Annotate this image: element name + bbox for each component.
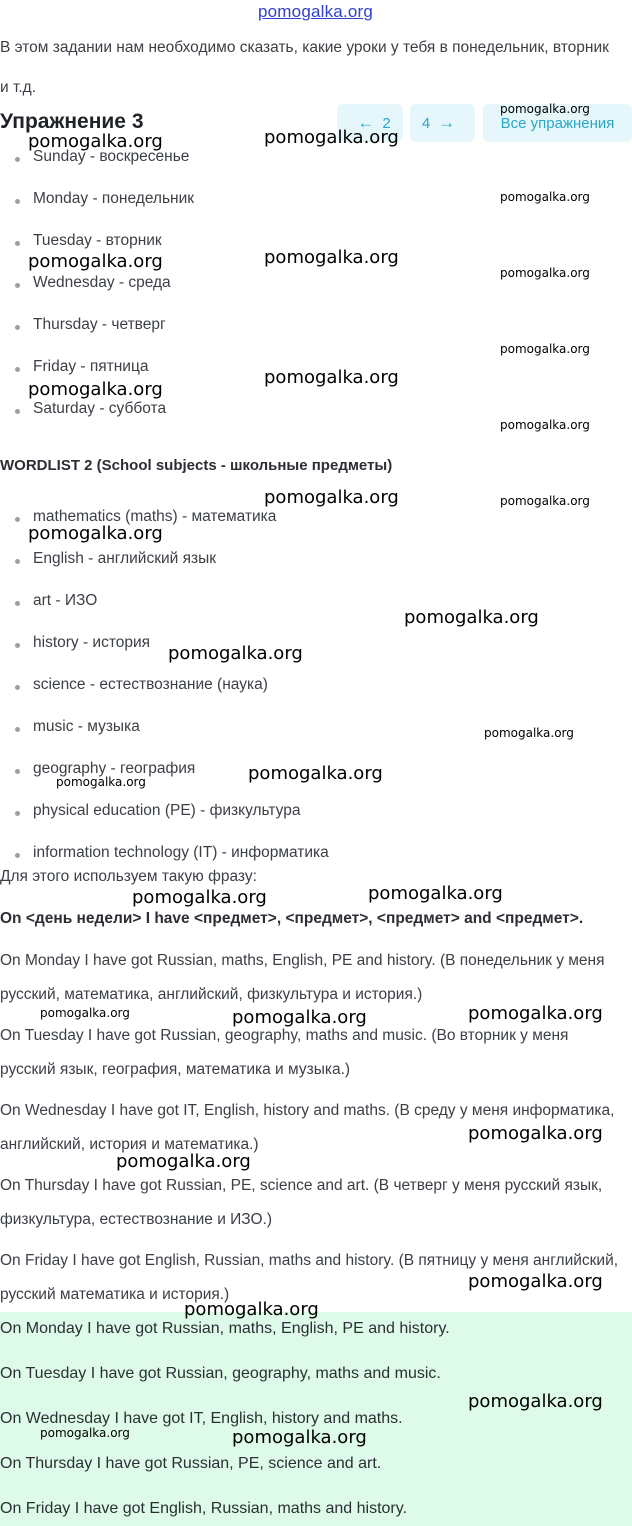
- phrase-formula: On <день недели> I have <предмет>, <предмет>, <предмет> and <предмет>.: [0, 910, 584, 927]
- bullet-icon: [15, 601, 20, 606]
- bullet-icon: [15, 685, 20, 690]
- bullet-icon: [15, 409, 20, 414]
- next-exercise-number: 4: [421, 114, 431, 132]
- watermark: pomogalka.org: [484, 726, 574, 740]
- phrase-intro: Для этого используем такую фразу:: [0, 868, 257, 885]
- watermark: pomogalka.org: [232, 1007, 367, 1028]
- arrow-right-icon: →: [438, 113, 456, 132]
- watermark: pomogalka.org: [468, 1123, 603, 1144]
- site-link[interactable]: pomogalka.org: [258, 2, 374, 21]
- example-paragraph: On Tuesday I have got Russian, geography, maths and music. (Во вторник у меня русский язык, география, математика и музыка.): [0, 1027, 569, 1078]
- watermark: pomogalka.org: [184, 1299, 319, 1320]
- exercise-title: Упражнение 3: [0, 110, 144, 133]
- watermark: pomogalka.org: [500, 102, 590, 116]
- watermark: pomogalka.org: [28, 379, 163, 400]
- answer-line: On Monday I have got Russian, maths, English, PE and history.: [0, 1320, 450, 1337]
- watermark: pomogalka.org: [132, 887, 267, 908]
- watermark: pomogalka.org: [500, 494, 590, 508]
- bullet-icon: [15, 157, 20, 162]
- wordlist-title: WORDLIST 2 (School subjects - школьные предметы): [0, 457, 393, 474]
- example-paragraph: On Friday I have got English, Russian, maths and history. (В пятницу у меня английский, русский математика и история.): [0, 1252, 619, 1303]
- watermark: pomogalka.org: [28, 251, 163, 272]
- watermark: pomogalka.org: [28, 131, 163, 152]
- watermark: pomogalka.org: [468, 1391, 603, 1412]
- watermark: pomogalka.org: [264, 247, 399, 268]
- bullet-icon: [15, 643, 20, 648]
- watermark: pomogalka.org: [404, 607, 539, 628]
- watermark: pomogalka.org: [500, 418, 590, 432]
- watermark: pomogalka.org: [40, 1426, 130, 1440]
- bullet-icon: [15, 727, 20, 732]
- watermark: pomogalka.org: [116, 1151, 251, 1172]
- answer-line: On Friday I have got English, Russian, maths and history.: [0, 1500, 408, 1517]
- watermark: pomogalka.org: [264, 487, 399, 508]
- watermark: pomogalka.org: [232, 1427, 367, 1448]
- bullet-icon: [15, 199, 20, 204]
- watermark: pomogalka.org: [40, 1006, 130, 1020]
- example-paragraph: On Thursday I have got Russian, PE, science and art. (В четверг у меня русский язык, физкультура, естествознание и ИЗО.): [0, 1177, 603, 1228]
- next-exercise-button[interactable]: [410, 104, 475, 142]
- watermark: pomogalka.org: [248, 763, 383, 784]
- bullet-icon: [15, 559, 20, 564]
- answer-box: [0, 1312, 632, 1526]
- bullet-icon: [15, 517, 20, 522]
- watermark: pomogalka.org: [264, 127, 399, 148]
- watermark: pomogalka.org: [56, 775, 146, 789]
- watermark: pomogalka.org: [468, 1003, 603, 1024]
- all-exercises-button[interactable]: Все упражнения: [483, 104, 632, 142]
- answer-line: On Tuesday I have got Russian, geography, maths and music.: [0, 1365, 441, 1382]
- arrow-left-icon: ←: [357, 113, 375, 132]
- bullet-icon: [15, 853, 20, 858]
- watermark: pomogalka.org: [500, 190, 590, 204]
- watermark: pomogalka.org: [264, 367, 399, 388]
- intro-text: В этом задании нам необходимо сказать, какие уроки у тебя в понедельник, вторник и т.д.: [0, 39, 609, 96]
- watermark: pomogalka.org: [500, 342, 590, 356]
- watermark: pomogalka.org: [500, 266, 590, 280]
- bullet-icon: [15, 367, 20, 372]
- example-paragraph: On Wednesday I have got IT, English, history and maths. (В среду у меня информатика, английский, история и математика.): [0, 1102, 615, 1153]
- watermark: pomogalka.org: [468, 1271, 603, 1292]
- example-paragraph: On Monday I have got Russian, maths, English, PE and history. (В понедельник у меня русский, математика, английский, физкультура и история.): [0, 952, 605, 1003]
- bullet-icon: [15, 325, 20, 330]
- bullet-icon: [15, 769, 20, 774]
- bullet-icon: [15, 811, 20, 816]
- watermark: pomogalka.org: [28, 523, 163, 544]
- answer-line: On Wednesday I have got IT, English, history and maths.: [0, 1410, 403, 1427]
- answer-line: On Thursday I have got Russian, PE, science and art.: [0, 1455, 382, 1472]
- watermark: pomogalka.org: [368, 883, 503, 904]
- bullet-icon: [15, 283, 20, 288]
- bullet-icon: [15, 241, 20, 246]
- watermark: pomogalka.org: [168, 643, 303, 664]
- prev-exercise-number: 2: [382, 114, 391, 132]
